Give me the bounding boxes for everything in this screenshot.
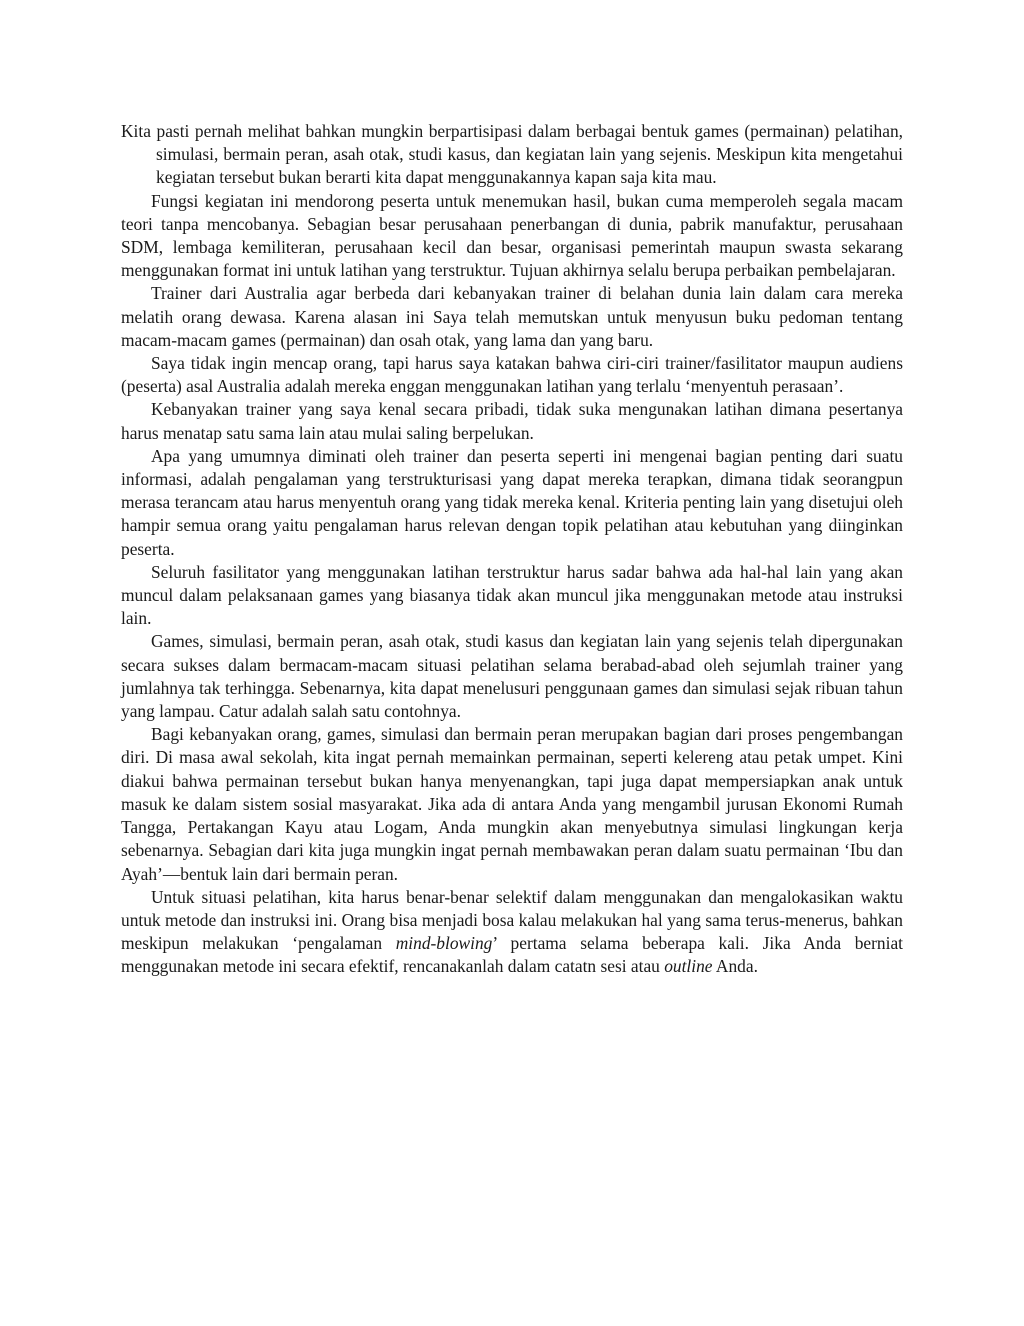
paragraph <box>121 886 903 979</box>
paragraph: Fungsi kegiatan ini mendorong peserta untuk menemukan hasil, bukan cuma memperoleh segala macam teori tanpa mencobanya. Sebagian besar perusahaan penerbangan di dunia, pabrik manufaktur, perusahaan SDM, lembaga kemiliteran, perusahaan kecil dan besar, organisasi pemerintah maupun swasta sekarang menggunakan format ini untuk latihan yang terstruktur. Tujuan akhirnya selalu berupa perbaikan pembelajaran. <box>121 190 903 281</box>
paragraph: Games, simulasi, bermain peran, asah otak, studi kasus dan kegiatan lain yang sejenis telah dipergunakan secara sukses dalam bermacam-macam situasi pelatihan selama berabad-abad oleh sejumlah trainer yang jumlahnya tak terhingga. Sebenarnya, kita dapat menelusuri penggunaan games dan simulasi sejak ribuan tahun yang lampau. Catur adalah salah satu contohnya. <box>121 631 903 722</box>
paragraph: Saya tidak ingin mencap orang, tapi harus saya katakan bahwa ciri-ciri trainer/fasilitator maupun audiens (peserta) asal Australia adalah mereka enggan menggunakan latihan yang terlalu ‘menyentuh perasaan’. <box>121 353 903 397</box>
paragraph-text: ’ pertama selama beberapa kali. Jika Anda berniat menggunakan metode ini secara efektif, rencanakanlah dalam catatn sesi atau <box>121 933 903 977</box>
paragraph: Kita pasti pernah melihat bahkan mungkin berpartisipasi dalam berbagai bentuk games (permainan) pelatihan, simulasi, bermain peran, asah otak, studi kasus, dan kegiatan lain yang sejenis. Meskipun kita mengetahui kegiatan tersebut bukan berarti kita dapat menggunakannya kapan saja kita mau. <box>121 121 903 188</box>
paragraph: Kebanyakan trainer yang saya kenal secara pribadi, tidak suka mengunakan latihan dimana pesertanya harus menatap satu sama lain atau mulai saling berpelukan. <box>121 399 903 443</box>
paragraph-text: Anda. <box>712 956 758 977</box>
paragraph: Trainer dari Australia agar berbeda dari kebanyakan trainer di belahan dunia lain dalam cara mereka melatih orang dewasa. Karena alasan ini Saya telah memutskan untuk menyusun buku pedoman tentang macam-macam games (permainan) dan osah otak, yang lama dan yang baru. <box>121 283 903 350</box>
paragraph-text: Untuk situasi pelatihan, kita harus benar-benar selektif dalam menggunakan dan mengalokasikan waktu untuk metode dan instruksi ini. Orang bisa menjadi bosa kalau melakukan hal yang sama terus-menerus, bahkan meskipun melakukan ‘pengalaman <box>121 886 903 954</box>
paragraph: Apa yang umumnya diminati oleh trainer dan peserta seperti ini mengenai bagian penting dari suatu informasi, adalah pengalaman yang terstrukturisasi yang dapat mereka terapkan, dimana tidak seorangpun merasa terancam atau harus menyentuh orang yang tidak mereka kenal. Kriteria penting lain yang disetujui oleh hampir semua orang yaitu pengalaman harus relevan dengan topik pelatihan atau kebutuhan yang diinginkan peserta. <box>121 445 903 559</box>
document-page <box>121 120 903 979</box>
italic-term: mind-blowing <box>395 933 493 954</box>
italic-term: outline <box>664 956 713 977</box>
paragraph: Bagi kebanyakan orang, games, simulasi dan bermain peran merupakan bagian dari proses pengembangan diri. Di masa awal sekolah, kita ingat pernah memainkan permainan, seperti kelereng atau petak umpet. Kini diakui bahwa permainan tersebut bukan hanya menyenangkan, tapi juga dapat mempersiapkan anak untuk masuk ke dalam sistem sosial masyarakat. Jika ada di antara Anda yang mengambil jurusan Ekonomi Rumah Tangga, Pertakangan Kayu atau Logam, Anda mungkin akan menyebutnya simulasi lingkungan kerja sebenarnya. Sebagian dari kita juga mungkin ingat pernah membawakan peran dalam suatu permainan ‘Ibu dan Ayah’—bentuk lain dari bermain peran. <box>121 724 903 884</box>
paragraph: Seluruh fasilitator yang menggunakan latihan terstruktur harus sadar bahwa ada hal-hal lain yang akan muncul dalam pelaksanaan games yang biasanya tidak akan muncul jika menggunakan metode atau instruksi lain. <box>121 561 903 629</box>
